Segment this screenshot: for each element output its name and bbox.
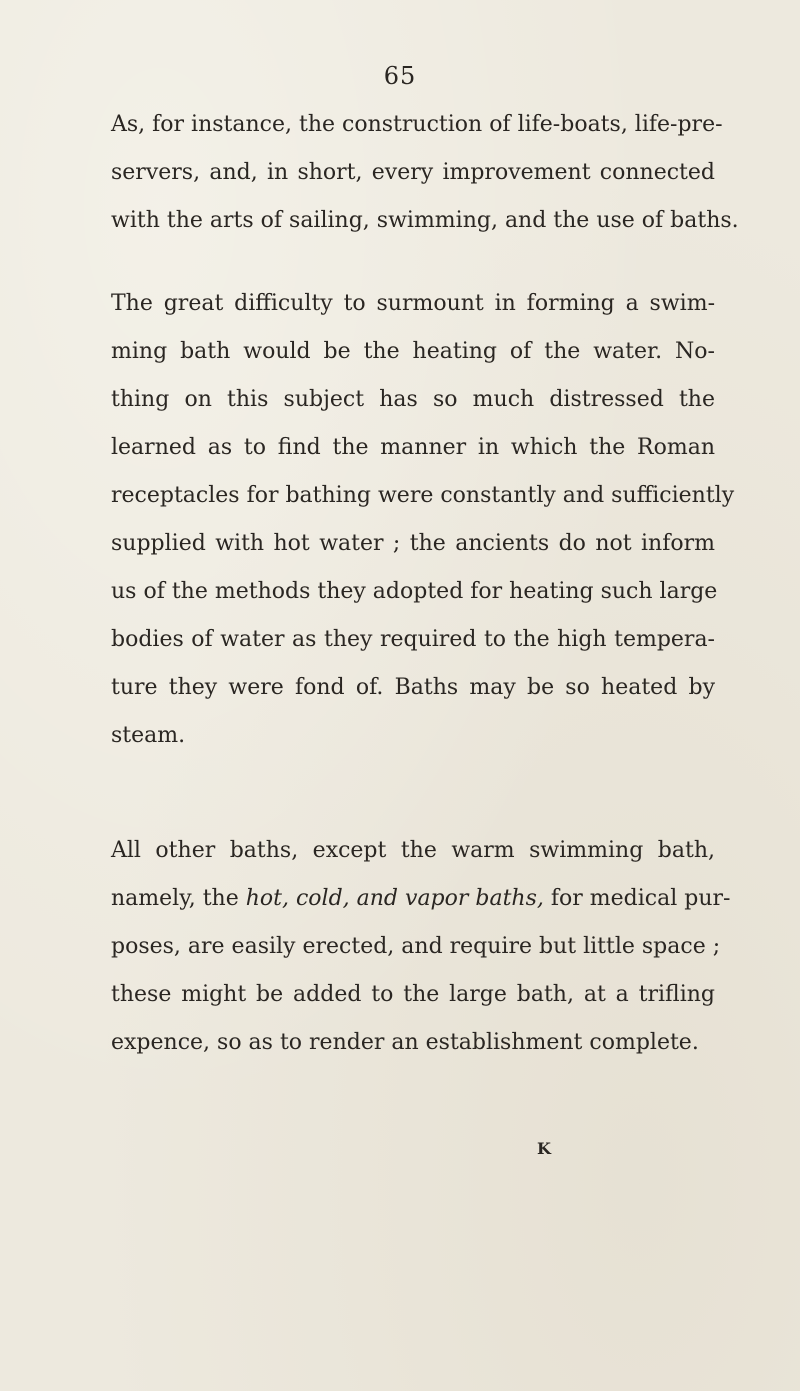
- paragraph-line: poses, are easily erected, and require but little space ;: [111, 934, 721, 959]
- inline-text: namely, the: [111, 886, 239, 911]
- paragraph-line: receptacles for bathing were constantly and sufficiently: [111, 483, 735, 508]
- paragraph-line: All other baths, except the warm swimming bath,: [111, 838, 715, 863]
- paragraph-line: steam.: [111, 723, 186, 748]
- paragraph-line: with the arts of sailing, swimming, and the use of baths.: [111, 208, 739, 233]
- page-number: 65: [383, 62, 417, 90]
- paragraph-line: servers, and, in short, every improvement connected: [111, 160, 715, 185]
- paragraph-line: bodies of water as they required to the high tempera-: [111, 627, 715, 652]
- paragraph-3: [111, 827, 731, 1067]
- paragraph-1: [111, 101, 739, 245]
- inline-text: for medical pur-: [550, 886, 731, 911]
- paragraph-line: these might be added to the large bath, at a trifling: [111, 982, 715, 1007]
- paragraph-line: us of the methods they adopted for heating such large: [111, 579, 718, 604]
- paragraph-line: The great difficulty to surmount in forming a swim-: [111, 291, 715, 316]
- paragraph-2: [111, 280, 735, 760]
- paragraph-line: ture they were fond of. Baths may be so heated by: [111, 675, 715, 700]
- paragraph-line: As, for instance, the construction of life-boats, life-pre-: [111, 112, 723, 137]
- signature-mark: K: [537, 1139, 551, 1158]
- paragraph-line: thing on this subject has so much distressed the: [111, 387, 715, 412]
- paragraph-line-mixed: [111, 875, 731, 923]
- paragraph-line: expence, so as to render an establishment complete.: [111, 1030, 699, 1055]
- paragraph-line: ming bath would be the heating of the water. No-: [111, 339, 715, 364]
- paragraph-line: supplied with hot water ; the ancients do not inform: [111, 531, 715, 556]
- paragraph-line: learned as to find the manner in which the Roman: [111, 435, 715, 460]
- italic-text: hot, cold, and vapor baths,: [245, 886, 544, 911]
